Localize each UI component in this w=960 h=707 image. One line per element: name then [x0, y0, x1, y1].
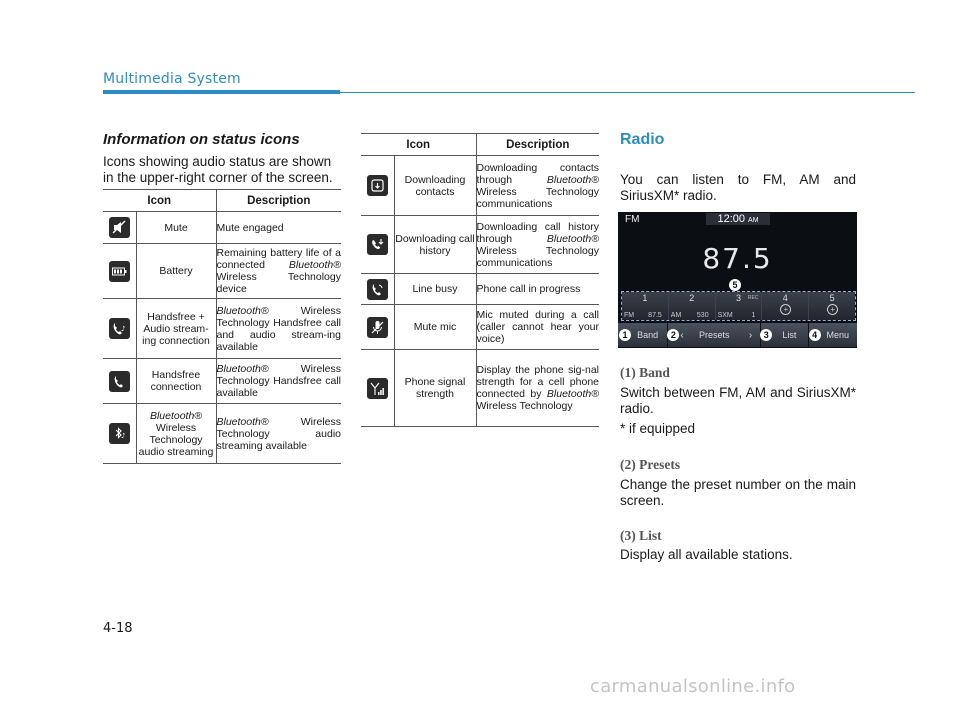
screen-clock: 12:00 AM — [706, 213, 770, 225]
preset-1[interactable]: 1 FM 87.5 — [622, 292, 669, 320]
table-row — [361, 156, 599, 216]
chevron-left-icon: ‹ — [680, 329, 684, 341]
line-busy-icon — [367, 279, 388, 300]
icon-description: Display the phone sig-nal strength for a cell phone connected by Bluetooth® Wireless Technology — [476, 350, 599, 427]
icon-name: Handsfree connection — [136, 359, 216, 404]
header-rule-thin — [340, 92, 915, 93]
mute-icon — [109, 217, 130, 238]
icon-description: Mic muted during a call (caller cannot hear your voice) — [476, 305, 599, 350]
watermark: carmanualsonline.info — [590, 676, 796, 697]
icon-description: Bluetooth® Wireless Technology audio streaming available — [216, 404, 341, 464]
svg-text:♪: ♪ — [120, 325, 126, 333]
icon-cell — [361, 350, 394, 427]
add-preset-icon: + — [827, 304, 838, 315]
svg-text:♪: ♪ — [120, 432, 126, 440]
list-heading: (3) List — [620, 528, 662, 543]
screen-frequency: 87.5 — [702, 242, 773, 275]
list-button[interactable]: 3 List — [761, 323, 808, 347]
table-row — [361, 216, 599, 274]
icon-name: Handsfree + Audio stream-ing connection — [136, 299, 216, 359]
icon-description: Bluetooth® Wireless Technology Handsfree call available — [216, 359, 341, 404]
callout-3: 3 — [760, 329, 772, 341]
callout-2: 2 — [667, 329, 679, 341]
radio-intro: You can listen to FM, AM and SiriusXM* radio. — [620, 172, 856, 203]
table-row — [103, 404, 341, 464]
icon-cell — [103, 244, 136, 299]
col-header-icon: Icon — [361, 134, 476, 156]
screen-band-label: FM — [625, 214, 640, 225]
table-row — [103, 212, 341, 244]
add-preset-icon: + — [780, 304, 791, 315]
icon-cell — [103, 299, 136, 359]
table-row — [103, 359, 341, 404]
download-contacts-icon — [367, 175, 388, 196]
preset-3[interactable]: 3 REC SXM 1 — [716, 292, 763, 320]
icon-cell — [361, 156, 394, 216]
callout-1: 1 — [619, 329, 631, 341]
menu-button[interactable]: 4 Menu — [809, 323, 857, 347]
icon-cell — [361, 216, 394, 274]
preset-4[interactable]: 4 + — [762, 292, 809, 320]
table-row — [361, 350, 599, 427]
mic-mute-icon — [367, 317, 388, 338]
band-text: Switch between FM, AM and SiriusXM* radio. — [620, 385, 856, 416]
phone-icon-table — [361, 133, 599, 427]
icon-name: Line busy — [394, 274, 476, 305]
icon-description: Mute engaged — [216, 212, 341, 244]
band-heading: (1) Band — [620, 365, 670, 380]
header-rule-thick — [103, 90, 340, 94]
icon-name: Downloading call history — [394, 216, 476, 274]
battery-icon — [109, 261, 130, 282]
header-title: Multimedia System — [103, 71, 241, 87]
signal-strength-icon — [367, 378, 388, 399]
screen-button-bar — [618, 323, 857, 347]
band-button[interactable]: 1 Band — [618, 323, 668, 347]
radio-screen — [618, 212, 857, 348]
equipped-note: * if equipped — [620, 421, 696, 436]
list-text: Display all available stations. — [620, 547, 793, 562]
table-row — [103, 244, 341, 299]
icon-name: Mute — [136, 212, 216, 244]
icon-cell — [361, 274, 394, 305]
status-icon-table — [103, 189, 341, 464]
page-number: 4-18 — [103, 621, 133, 636]
callout-4: 4 — [809, 329, 821, 341]
icon-name: Bluetooth® Wireless Technology audio streaming — [136, 404, 216, 464]
icon-name: Battery — [136, 244, 216, 299]
icon-description: Remaining battery life of a connected Bluetooth® Wireless Technology device — [216, 244, 341, 299]
icon-description: Phone call in progress — [476, 274, 599, 305]
icon-name: Phone signal strength — [394, 350, 476, 427]
table-row — [361, 305, 599, 350]
download-history-icon — [367, 234, 388, 255]
section-title: Information on status icons — [103, 131, 300, 148]
icon-name: Downloading contacts — [394, 156, 476, 216]
icon-description: Downloading contacts through Bluetooth® Wireless Technology communications — [476, 156, 599, 216]
preset-5[interactable]: 5 + — [809, 292, 855, 320]
col-header-description: Description — [476, 134, 599, 156]
presets-text: Change the preset number on the main screen. — [620, 477, 856, 508]
intro-text: Icons showing audio status are shown in the upper-right corner of the screen. — [103, 154, 333, 185]
preset-2[interactable]: 2 AM 530 — [669, 292, 716, 320]
icon-cell — [361, 305, 394, 350]
handsfree-icon — [109, 371, 130, 392]
icon-description: Downloading call history through Bluetooth® Wireless Technology communications — [476, 216, 599, 274]
preset-bar — [621, 291, 856, 321]
presets-heading: (2) Presets — [620, 457, 681, 472]
callout-5: 5 — [729, 279, 741, 291]
icon-cell — [103, 404, 136, 464]
col-header-description: Description — [216, 190, 341, 212]
handsfree-audio-icon — [109, 318, 130, 339]
icon-cell — [103, 212, 136, 244]
radio-title: Radio — [620, 131, 665, 148]
presets-button[interactable]: 2 ‹ Presets › — [668, 323, 761, 347]
icon-name: Mute mic — [394, 305, 476, 350]
icon-cell — [103, 359, 136, 404]
chevron-right-icon: › — [748, 329, 753, 341]
table-header-row — [361, 134, 599, 156]
bluetooth-audio-icon — [109, 423, 130, 444]
icon-description: Bluetooth® Wireless Technology Handsfree call and audio stream-ing available — [216, 299, 341, 359]
table-header-row — [103, 190, 341, 212]
table-row — [361, 274, 599, 305]
col-header-icon: Icon — [103, 190, 216, 212]
table-row — [103, 299, 341, 359]
